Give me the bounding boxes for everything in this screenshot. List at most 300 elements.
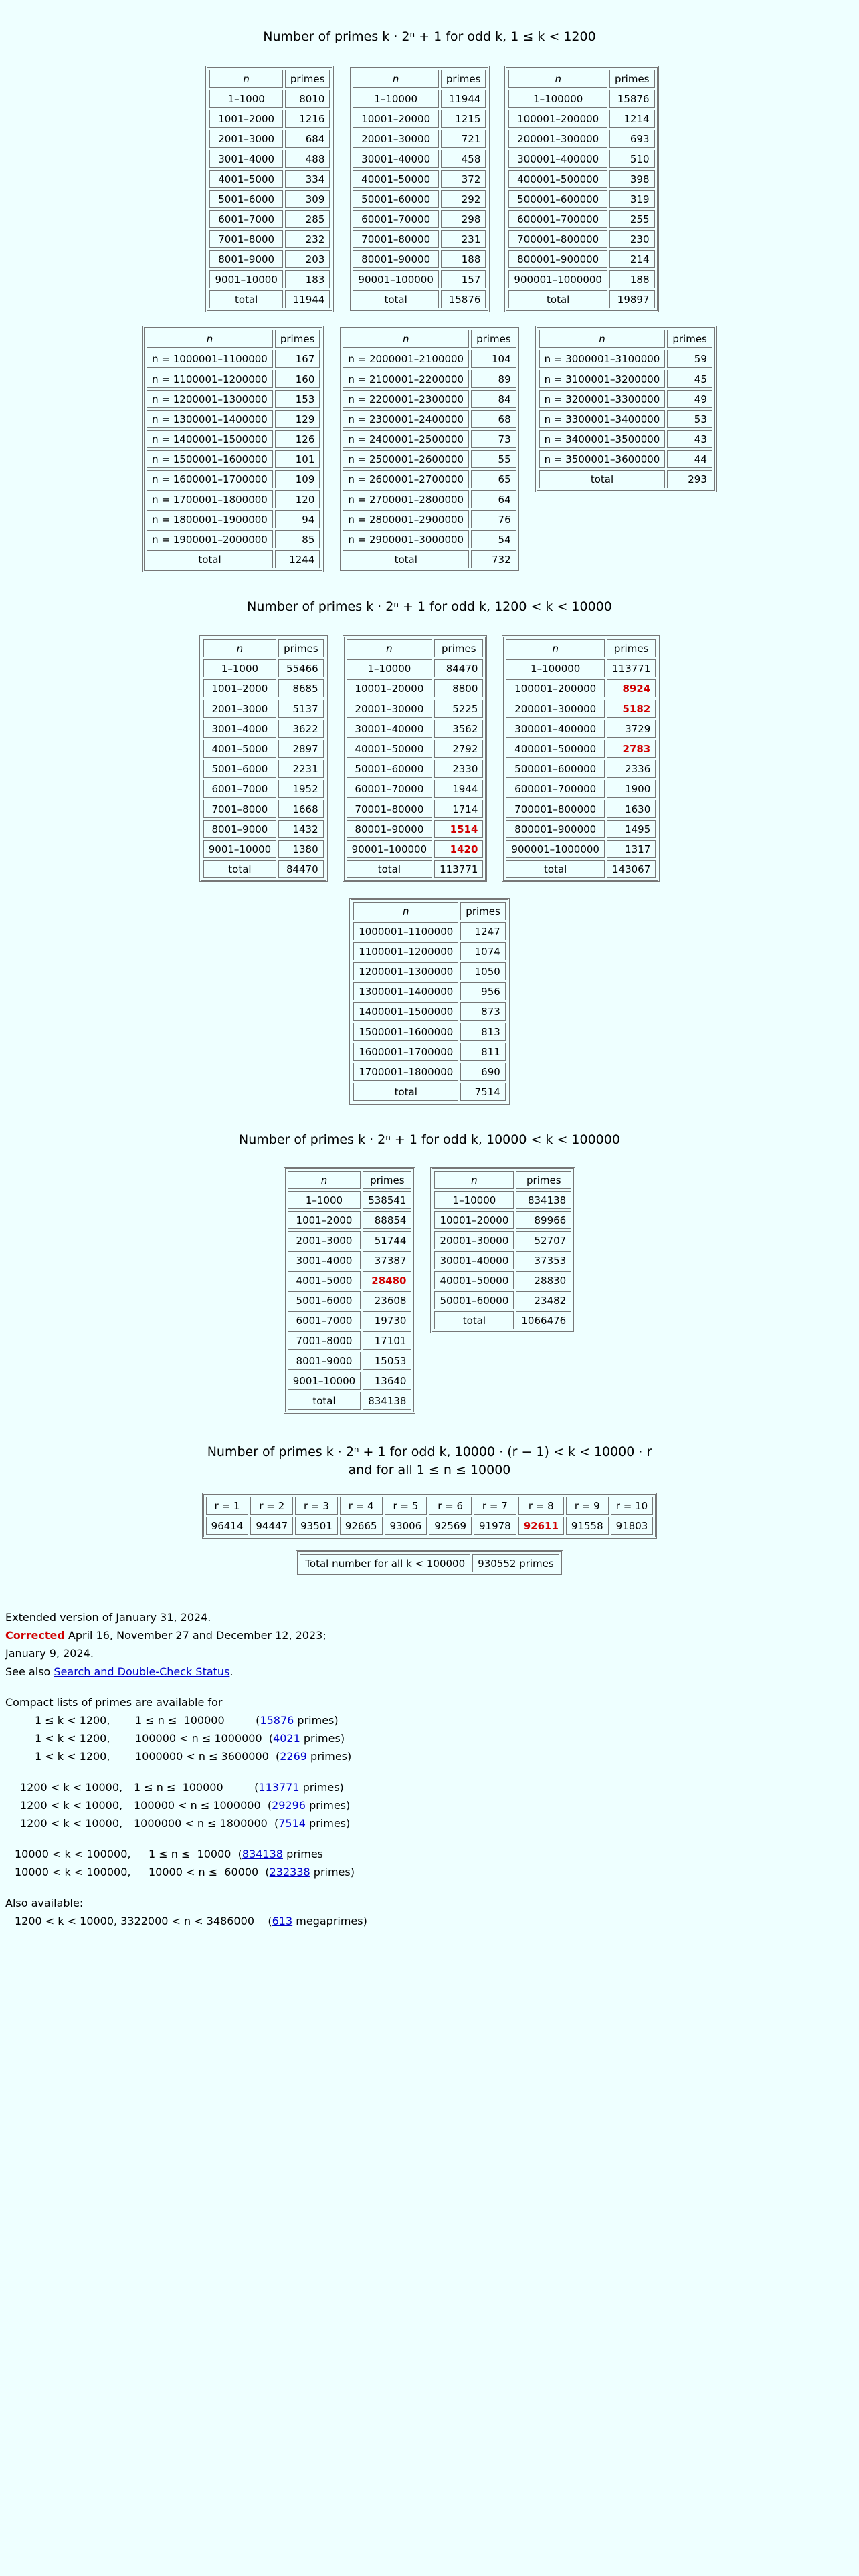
- range-cell: 20001–30000: [353, 130, 438, 148]
- prime-list-link[interactable]: 7514: [278, 1817, 306, 1830]
- compact-list-item: [5, 1863, 848, 1881]
- range-cell: 3001–4000: [288, 1251, 361, 1269]
- paren: (: [248, 1781, 259, 1794]
- table-row: [508, 230, 654, 248]
- table-row: [147, 430, 320, 448]
- r-header-cell: r = 8: [518, 1497, 564, 1515]
- count-cell: 23482: [516, 1291, 571, 1309]
- range-cell: 90001–100000: [347, 840, 432, 858]
- range-cell: 200001–300000: [508, 130, 607, 148]
- table-row: [508, 210, 654, 228]
- range-cell: 60001–70000: [353, 210, 438, 228]
- list-unit: primes): [309, 1817, 351, 1830]
- count-cell: 230: [609, 230, 655, 248]
- list-k-range: 1200 < k < 10000,: [20, 1799, 123, 1812]
- see-also-prefix: See also: [5, 1665, 54, 1678]
- r-value-cell: 91803: [611, 1517, 654, 1535]
- count-cell: 153: [275, 390, 320, 408]
- range-cell: n = 1200001–1300000: [147, 390, 273, 408]
- table-row: [343, 450, 516, 468]
- column-header-primes: primes: [363, 1171, 411, 1189]
- table-row: [147, 390, 320, 408]
- count-cell: 285: [285, 210, 330, 228]
- table-row: [434, 1251, 571, 1269]
- table-row: [434, 1211, 571, 1229]
- range-cell: n = 1900001–2000000: [147, 530, 273, 548]
- column-header-n: n: [506, 639, 605, 657]
- table-row: [147, 490, 320, 508]
- prime-count-table: [535, 326, 717, 492]
- count-cell: 45: [667, 370, 712, 388]
- range-cell: total: [347, 860, 432, 878]
- count-cell: 17101: [363, 1331, 411, 1350]
- range-cell: 100001–200000: [508, 110, 607, 128]
- table-row: [288, 1251, 412, 1269]
- count-cell: 1317: [607, 840, 656, 858]
- range-cell: total: [147, 550, 273, 568]
- count-cell: 52707: [516, 1231, 571, 1249]
- column-header-n: n: [147, 330, 273, 348]
- version-note: Extended version of January 31, 2024.: [5, 1611, 211, 1624]
- range-cell: 1–100000: [506, 659, 605, 677]
- count-cell: 23608: [363, 1291, 411, 1309]
- count-cell: 15876: [609, 90, 655, 108]
- table-row: [209, 110, 330, 128]
- table-row: [539, 390, 712, 408]
- range-cell: 200001–300000: [506, 700, 605, 718]
- range-cell: 30001–40000: [353, 150, 438, 168]
- table-row: [347, 659, 484, 677]
- range-cell: 400001–500000: [508, 170, 607, 188]
- list-n-range: 1 ≤ n ≤ 10000: [149, 1848, 231, 1860]
- prime-list-link[interactable]: 15876: [260, 1714, 294, 1727]
- range-cell: 1–10000: [347, 659, 432, 677]
- list-n-range: 10000 < n ≤ 60000: [149, 1866, 259, 1879]
- compact-list-item: [5, 1845, 848, 1863]
- section2-title: Number of primes k · 2ⁿ + 1 for odd k, 1200 < k < 10000: [247, 599, 612, 614]
- count-cell: 13640: [363, 1372, 411, 1390]
- table-row: [508, 250, 654, 268]
- count-cell: 1247: [460, 922, 506, 940]
- table-row: [506, 740, 656, 758]
- range-cell: 900001–1000000: [508, 270, 607, 288]
- column-header-n: n: [353, 70, 438, 88]
- count-cell: 458: [441, 150, 486, 168]
- table-row: [288, 1271, 412, 1289]
- column-header-primes: primes: [607, 639, 656, 657]
- table-row: [147, 350, 320, 368]
- table-row: [203, 740, 324, 758]
- count-cell: 88854: [363, 1211, 411, 1229]
- prime-count-table: [502, 635, 660, 882]
- range-cell: n = 1700001–1800000: [147, 490, 273, 508]
- table-row: [353, 150, 486, 168]
- column-header-primes: primes: [516, 1171, 571, 1189]
- table-row: [353, 110, 486, 128]
- range-cell: 30001–40000: [347, 720, 432, 738]
- table-row: [508, 130, 654, 148]
- paren: (: [260, 1799, 272, 1812]
- list-k-range: 1200 < k < 10000,: [20, 1781, 123, 1794]
- table-row: [353, 90, 486, 108]
- table-row: [506, 800, 656, 818]
- total-row: [203, 860, 324, 878]
- range-cell: 8001–9000: [288, 1352, 361, 1370]
- range-cell: 600001–700000: [508, 210, 607, 228]
- table-row: [506, 760, 656, 778]
- table-row: [209, 190, 330, 208]
- range-cell: 1–10000: [353, 90, 438, 108]
- table-row: [209, 130, 330, 148]
- table-header-row: [203, 639, 324, 657]
- r-header-cell: r = 10: [611, 1497, 654, 1515]
- count-cell: 55466: [278, 659, 324, 677]
- count-cell: 1420: [434, 840, 483, 858]
- range-cell: 6001–7000: [203, 780, 276, 798]
- paren: (: [231, 1848, 242, 1860]
- corrected-label: Corrected: [5, 1629, 65, 1642]
- range-cell: 8001–9000: [209, 250, 282, 268]
- count-cell: 73: [471, 430, 516, 448]
- list-unit: primes): [302, 1781, 344, 1794]
- count-cell: 214: [609, 250, 655, 268]
- table-row: [343, 390, 516, 408]
- column-header-n: n: [209, 70, 282, 88]
- range-cell: n = 3200001–3300000: [539, 390, 666, 408]
- range-cell: n = 2300001–2400000: [343, 410, 469, 428]
- table-row: [539, 430, 712, 448]
- list-k-range: 1200 < k < 10000,: [20, 1817, 123, 1830]
- count-cell: 1066476: [516, 1311, 571, 1329]
- table-row: [539, 370, 712, 388]
- paren: (: [267, 1817, 279, 1830]
- table-row: [288, 1352, 412, 1370]
- table-row: [353, 190, 486, 208]
- count-cell: 15876: [441, 290, 486, 308]
- range-cell: 10001–20000: [434, 1211, 514, 1229]
- column-header-n: n: [508, 70, 607, 88]
- count-cell: 68: [471, 410, 516, 428]
- column-header-n: n: [288, 1171, 361, 1189]
- count-cell: 104: [471, 350, 516, 368]
- range-cell: 100001–200000: [506, 679, 605, 697]
- range-cell: 1001–2000: [288, 1211, 361, 1229]
- table-row: [508, 90, 654, 108]
- range-cell: 50001–60000: [434, 1291, 514, 1309]
- section4-title-line1: Number of primes k · 2ⁿ + 1 for odd k, 10000 · (r − 1) < k < 10000 · r: [207, 1444, 652, 1459]
- table-header-row: [347, 639, 484, 657]
- range-cell: 20001–30000: [347, 700, 432, 718]
- prime-list-link[interactable]: 113771: [258, 1781, 300, 1794]
- count-cell: 113771: [607, 659, 656, 677]
- grand-total-value: 930552 primes: [472, 1554, 559, 1572]
- range-cell: 1001–2000: [203, 679, 276, 697]
- range-cell: total: [209, 290, 282, 308]
- count-cell: 811: [460, 1043, 506, 1061]
- range-cell: 3001–4000: [209, 150, 282, 168]
- table-row: [353, 210, 486, 228]
- count-cell: 309: [285, 190, 330, 208]
- count-cell: 126: [275, 430, 320, 448]
- range-cell: 700001–800000: [508, 230, 607, 248]
- table-row: [353, 1023, 506, 1041]
- range-cell: 80001–90000: [347, 820, 432, 838]
- range-cell: 1001–2000: [209, 110, 282, 128]
- range-cell: 50001–60000: [347, 760, 432, 778]
- list-n-range: 100000 < n ≤ 1000000: [134, 1799, 261, 1812]
- range-cell: 1700001–1800000: [353, 1063, 458, 1081]
- range-cell: 1200001–1300000: [353, 962, 458, 980]
- count-cell: 690: [460, 1063, 506, 1081]
- table-row: [343, 510, 516, 528]
- count-cell: 298: [441, 210, 486, 228]
- range-cell: total: [539, 470, 666, 488]
- range-cell: 40001–50000: [353, 170, 438, 188]
- range-cell: 4001–5000: [209, 170, 282, 188]
- count-cell: 510: [609, 150, 655, 168]
- table-row: [203, 760, 324, 778]
- prime-list-link[interactable]: 2269: [280, 1750, 307, 1763]
- r-header-cell: r = 1: [206, 1497, 249, 1515]
- count-cell: 54: [471, 530, 516, 548]
- range-cell: n = 2600001–2700000: [343, 470, 469, 488]
- range-cell: 3001–4000: [203, 720, 276, 738]
- r-header-cell: r = 7: [474, 1497, 516, 1515]
- megaprimes-unit: megaprimes): [296, 1915, 367, 1927]
- list-n-range: 1000000 < n ≤ 3600000: [135, 1750, 269, 1763]
- range-cell: 1500001–1600000: [353, 1023, 458, 1041]
- range-cell: n = 1500001–1600000: [147, 450, 273, 468]
- table-row: [506, 780, 656, 798]
- count-cell: 538541: [363, 1191, 411, 1209]
- count-cell: 2792: [434, 740, 483, 758]
- r-header-cell: r = 4: [340, 1497, 383, 1515]
- table-row: [347, 700, 484, 718]
- total-row: [347, 860, 484, 878]
- table-row: [209, 150, 330, 168]
- count-cell: 1216: [285, 110, 330, 128]
- count-cell: 1214: [609, 110, 655, 128]
- table-row: [353, 230, 486, 248]
- table-row: [147, 450, 320, 468]
- count-cell: 7514: [460, 1083, 506, 1101]
- table-row: [343, 410, 516, 428]
- table-row: [343, 430, 516, 448]
- compact-list-item: [5, 1814, 848, 1832]
- total-row: [506, 860, 656, 878]
- table-row: [508, 170, 654, 188]
- range-cell: n = 3300001–3400000: [539, 410, 666, 428]
- table-row: [353, 1063, 506, 1081]
- table-row: [347, 760, 484, 778]
- compact-list-item: [5, 1747, 848, 1765]
- table-row: [506, 720, 656, 738]
- list-k-range: 1 < k < 1200,: [35, 1732, 110, 1745]
- table-row: [347, 780, 484, 798]
- range-cell: n = 2500001–2600000: [343, 450, 469, 468]
- column-header-primes: primes: [275, 330, 320, 348]
- count-cell: 1944: [434, 780, 483, 798]
- range-cell: 70001–80000: [347, 800, 432, 818]
- megaprimes-item: 1200 < k < 10000, 3322000 < n < 3486000 (613 megaprimes): [15, 1915, 367, 1927]
- table-row: [353, 250, 486, 268]
- column-header-primes: primes: [441, 70, 486, 88]
- count-cell: 1952: [278, 780, 324, 798]
- range-cell: n = 3000001–3100000: [539, 350, 666, 368]
- r-value-cell: 92611: [518, 1517, 564, 1535]
- list-k-range: 10000 < k < 100000,: [15, 1866, 131, 1879]
- range-cell: n = 1600001–1700000: [147, 470, 273, 488]
- table-row: [343, 530, 516, 548]
- count-cell: 1380: [278, 840, 324, 858]
- range-cell: 1–1000: [209, 90, 282, 108]
- count-cell: 1074: [460, 942, 506, 960]
- prime-count-table: [339, 326, 520, 572]
- table-row: [434, 1191, 571, 1209]
- range-cell: 5001–6000: [209, 190, 282, 208]
- range-cell: n = 1400001–1500000: [147, 430, 273, 448]
- r-header-cell: r = 9: [566, 1497, 609, 1515]
- table-row: [353, 270, 486, 288]
- count-cell: 1432: [278, 820, 324, 838]
- table-row: [147, 410, 320, 428]
- list-unit: primes): [309, 1799, 351, 1812]
- range-cell: 4001–5000: [288, 1271, 361, 1289]
- count-cell: 120: [275, 490, 320, 508]
- range-cell: 500001–600000: [508, 190, 607, 208]
- count-cell: 84470: [434, 659, 483, 677]
- prime-list-link[interactable]: 29296: [272, 1799, 306, 1812]
- range-cell: 6001–7000: [209, 210, 282, 228]
- count-cell: 1215: [441, 110, 486, 128]
- range-cell: n = 2000001–2100000: [343, 350, 469, 368]
- table-row: [506, 700, 656, 718]
- prime-count-table: [142, 326, 324, 572]
- count-cell: 19897: [609, 290, 655, 308]
- count-cell: 37353: [516, 1251, 571, 1269]
- range-cell: 900001–1000000: [506, 840, 605, 858]
- prime-list-link[interactable]: 4021: [273, 1732, 300, 1745]
- range-cell: 1000001–1100000: [353, 922, 458, 940]
- range-cell: 1–1000: [288, 1191, 361, 1209]
- count-cell: 293: [667, 470, 712, 488]
- range-cell: 1–10000: [434, 1191, 514, 1209]
- table-row: [209, 210, 330, 228]
- count-cell: 84: [471, 390, 516, 408]
- column-header-primes: primes: [278, 639, 324, 657]
- total-row: [353, 1083, 506, 1101]
- count-cell: 721: [441, 130, 486, 148]
- range-cell: 700001–800000: [506, 800, 605, 818]
- table-row: [147, 470, 320, 488]
- count-cell: 3729: [607, 720, 656, 738]
- count-cell: 53: [667, 410, 712, 428]
- list-n-range: 1 ≤ n ≤ 100000: [134, 1781, 223, 1794]
- count-cell: 8685: [278, 679, 324, 697]
- r-value-cell: 92665: [340, 1517, 383, 1535]
- range-cell: total: [506, 860, 605, 878]
- range-cell: 2001–3000: [209, 130, 282, 148]
- count-cell: 8924: [607, 679, 656, 697]
- count-cell: 64: [471, 490, 516, 508]
- compact-list-item: [5, 1778, 848, 1796]
- count-cell: 693: [609, 130, 655, 148]
- table-row: [506, 679, 656, 697]
- count-cell: 8010: [285, 90, 330, 108]
- count-cell: 5225: [434, 700, 483, 718]
- list-unit: primes): [303, 1732, 345, 1745]
- column-header-primes: primes: [609, 70, 655, 88]
- section4-title-line2: and for all 1 ≤ n ≤ 10000: [348, 1463, 511, 1477]
- range-cell: 40001–50000: [434, 1271, 514, 1289]
- count-cell: 2330: [434, 760, 483, 778]
- table-row: [353, 922, 506, 940]
- list-k-range: 10000 < k < 100000,: [15, 1848, 131, 1860]
- total-row: [353, 290, 486, 308]
- range-cell: 10001–20000: [353, 110, 438, 128]
- range-cell: 70001–80000: [353, 230, 438, 248]
- list-unit: primes): [313, 1866, 355, 1879]
- list-k-range: 1 ≤ k < 1200,: [35, 1714, 110, 1727]
- paren: (: [268, 1750, 280, 1763]
- count-cell: 232: [285, 230, 330, 248]
- corrected-dates: April 16, November 27 and December 12, 2023;: [64, 1629, 326, 1642]
- table-row: [508, 110, 654, 128]
- notes: [5, 1608, 848, 1930]
- count-cell: 157: [441, 270, 486, 288]
- range-cell: n = 2900001–3000000: [343, 530, 469, 548]
- column-header-n: n: [353, 902, 458, 920]
- search-status-link[interactable]: Search and Double-Check Status: [54, 1665, 230, 1678]
- count-cell: 3562: [434, 720, 483, 738]
- table-row: [203, 840, 324, 858]
- count-cell: 5182: [607, 700, 656, 718]
- table-row: [347, 679, 484, 697]
- prime-list-link[interactable]: 232338: [269, 1866, 310, 1879]
- table-row: [508, 150, 654, 168]
- count-cell: 292: [441, 190, 486, 208]
- count-cell: 1050: [460, 962, 506, 980]
- table-row: [288, 1211, 412, 1229]
- megaprimes-link[interactable]: 613: [272, 1915, 293, 1927]
- total-row: [539, 470, 712, 488]
- prime-list-link[interactable]: 834138: [242, 1848, 283, 1860]
- column-header-primes: primes: [285, 70, 330, 88]
- table-row: [147, 530, 320, 548]
- range-cell: 1400001–1500000: [353, 1002, 458, 1021]
- count-cell: 28830: [516, 1271, 571, 1289]
- prime-count-table: [343, 635, 488, 882]
- range-cell: total: [353, 1083, 458, 1101]
- compact-lists-intro: Compact lists of primes are available for: [5, 1696, 223, 1709]
- table-row: [147, 510, 320, 528]
- range-cell: 8001–9000: [203, 820, 276, 838]
- count-cell: 59: [667, 350, 712, 368]
- table-header-row: [343, 330, 516, 348]
- table-header-row: [508, 70, 654, 88]
- section2-table-row: [0, 898, 859, 1105]
- range-cell: 20001–30000: [434, 1231, 514, 1249]
- count-cell: 956: [460, 982, 506, 1000]
- range-cell: 2001–3000: [288, 1231, 361, 1249]
- list-n-range: 1000000 < n ≤ 1800000: [134, 1817, 268, 1830]
- count-cell: 51744: [363, 1231, 411, 1249]
- range-cell: 5001–6000: [288, 1291, 361, 1309]
- table-row: [209, 230, 330, 248]
- r-value-cell: 91558: [566, 1517, 609, 1535]
- range-cell: 2001–3000: [203, 700, 276, 718]
- count-cell: 319: [609, 190, 655, 208]
